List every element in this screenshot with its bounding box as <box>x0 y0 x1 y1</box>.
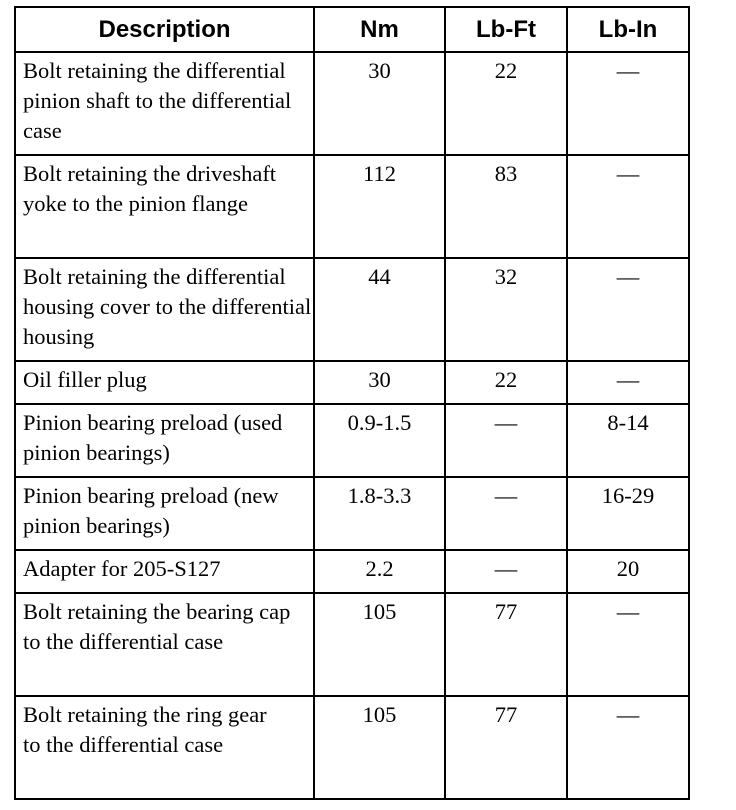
table-row <box>15 550 689 593</box>
table-header-row <box>15 7 689 52</box>
row-description <box>15 155 314 258</box>
row-lb-ft-value: — <box>445 550 567 593</box>
row-lb-in-value: — <box>567 258 689 361</box>
row-lb-in-value: — <box>567 361 689 404</box>
column-header-nm: Nm <box>314 7 445 52</box>
column-header-lb-ft: Lb-Ft <box>445 7 567 52</box>
description-text: Bolt retaining the differential housing cover to the differential housing <box>23 264 312 349</box>
table-row <box>15 696 689 799</box>
row-lb-in-value: 20 <box>567 550 689 593</box>
row-description <box>15 477 314 550</box>
table-row <box>15 155 689 258</box>
description-text: Bolt retaining the driveshaft yoke to the pinion flange <box>23 161 277 216</box>
row-description <box>15 593 314 696</box>
row-description <box>15 550 314 593</box>
row-lb-in-value: 16-29 <box>567 477 689 550</box>
row-lb-in-value: — <box>567 155 689 258</box>
row-description <box>15 696 314 799</box>
row-lb-in-value: 8-14 <box>567 404 689 477</box>
row-nm-value: 105 <box>314 696 445 799</box>
table-row <box>15 404 689 477</box>
table-row <box>15 52 689 155</box>
description-text: Adapter for 205-S127 <box>23 556 221 581</box>
description-text: Bolt retaining the differential pinion shaft to the differential case <box>23 58 292 143</box>
table-row <box>15 258 689 361</box>
row-lb-ft-value: 32 <box>445 258 567 361</box>
row-nm-value: 30 <box>314 361 445 404</box>
description-text: Pinion bearing preload (new pinion bearings) <box>23 483 279 538</box>
torque-spec-table-container <box>14 6 690 800</box>
row-description <box>15 258 314 361</box>
row-lb-in-value: — <box>567 593 689 696</box>
table-row <box>15 361 689 404</box>
description-text: Bolt retaining the bearing cap to the differential case <box>23 599 291 654</box>
row-nm-value: 30 <box>314 52 445 155</box>
row-lb-ft-value: 83 <box>445 155 567 258</box>
row-lb-ft-value: 77 <box>445 696 567 799</box>
row-lb-in-value: — <box>567 696 689 799</box>
row-nm-value: 105 <box>314 593 445 696</box>
row-lb-ft-value: 77 <box>445 593 567 696</box>
column-header-lb-in: Lb-In <box>567 7 689 52</box>
row-lb-ft-value: 22 <box>445 52 567 155</box>
description-text: Bolt retaining the ring gear to the differential case <box>23 702 267 757</box>
row-lb-ft-value: 22 <box>445 361 567 404</box>
description-text: Oil filler plug <box>23 367 147 392</box>
row-lb-in-value: — <box>567 52 689 155</box>
table-row <box>15 593 689 696</box>
row-lb-ft-value: — <box>445 477 567 550</box>
row-description <box>15 404 314 477</box>
table-row <box>15 477 689 550</box>
row-nm-value: 2.2 <box>314 550 445 593</box>
description-text: Pinion bearing preload (used pinion bearings) <box>23 410 283 465</box>
row-nm-value: 44 <box>314 258 445 361</box>
row-description <box>15 52 314 155</box>
row-nm-value: 112 <box>314 155 445 258</box>
column-header-description: Description <box>15 7 314 52</box>
row-lb-ft-value: — <box>445 404 567 477</box>
row-nm-value: 1.8-3.3 <box>314 477 445 550</box>
row-nm-value: 0.9-1.5 <box>314 404 445 477</box>
torque-spec-table <box>14 6 690 800</box>
row-description <box>15 361 314 404</box>
